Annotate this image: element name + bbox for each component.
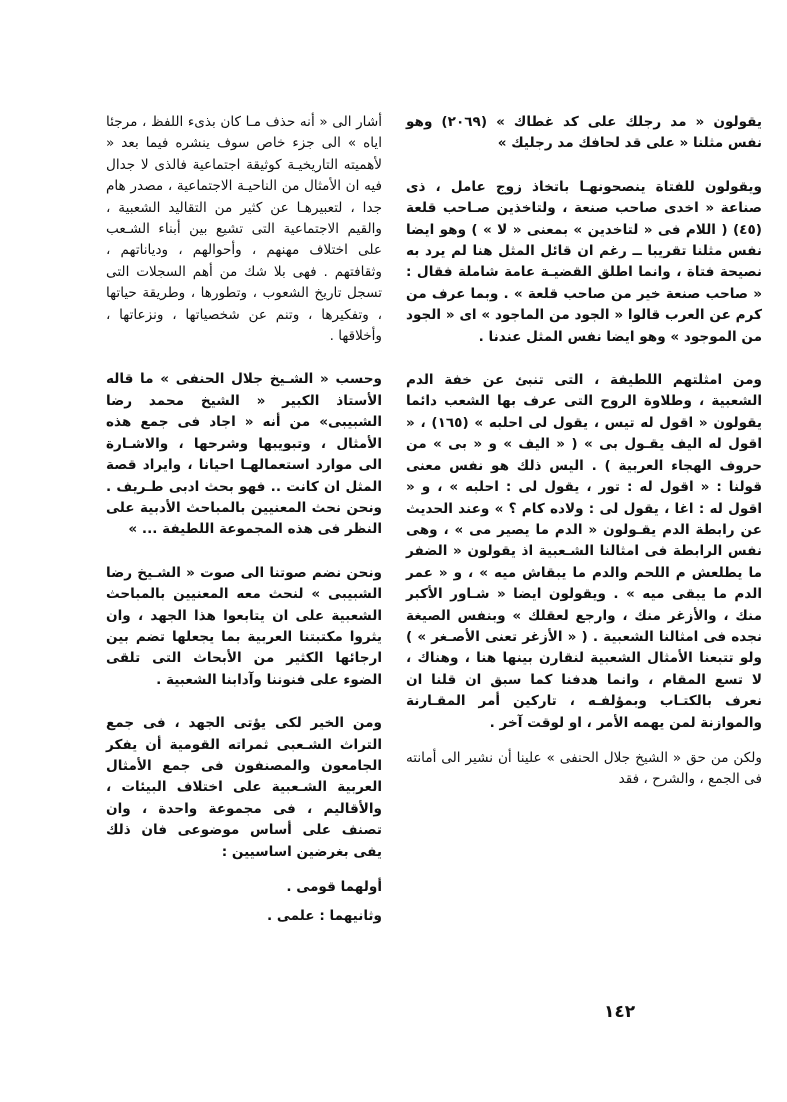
paragraph: يقولون « مد رجلك على كد غطاك » (٢٠٦٩) وهو نفس مثلنا « على قد لحافك مد رجليك » [406,114,763,152]
paragraph: ومن الخير لكى يؤتى الجهد ، فى جمع التراث الشـعبى ثمراته القومية أن يفكر الجامعون والمصنفون فى جمع الأمثال العربية الشـعبية على اختلاف البيئات ، والأقاليم ، فى مجموعة واحدة ، وان تصنف على أساس موضوعى فان ذلك يفى بغرضين اساسيين : [106,715,382,860]
paragraph: ومن امثلتهم اللطيفة ، التى تنبئ عن خفة الدم الشعبية ، وطلاوة الروح التى عرف بها الشعب دائما يقولون « اقول له تيس ، يقول لى احلبه » (١٦٥) ، « اقول له اليف يقـول بى » ( « اليف » و « بى » من حروف الهجاء العربية ) . اليس ذلك هو نفس معنى قولنا : « اقول له : تور ، يقول لى : احلبه » ، و « اقول له : اغا ، يقول لى : ولاده كام ؟ » وعند الحديث عن رابطة الدم يقـولون « الدم ما يصير مى » ، وهى نفس الرابطة فى امثالنا الشـعبية اذ يقولون « الضفر ما يطلعش م اللحم والدم ما يبقاش ميه » ، و « عمر الدم ما يبقى ميه » . ويقولون ايضا « شـاور الأكبر منك ، والأزغر منك ، وارجع لعقلك » وبنفس الصيغة نجده فى امثالنا الشعبية . ( « الأزغر تعنى الأصـغر » ) ولو تتبعنا الأمثال الشعبية لنقارن بينها هنا ، وهناك ، لا تسع المقام ، وانما هدفنا كما سبق ان قلنا ان نعرف بالكتـاب وبمؤلفـه ، تاركين أمر المقـارنة والموازنة لمن يهمه الأمر ، او لوقت آخر . [406,372,762,731]
right-column [406,112,762,813]
left-column [106,112,382,936]
page-number: ١٤٢ [604,1002,636,1022]
paragraph: أولهما قومى . [286,879,382,895]
paragraph: أشار الى « أنه حذف مـا كان بذىء اللفظ ، مرجئا اياه » الى جزء خاص سوف ينشره فيما بعد « لأهميته التاريخيـة كوثيقة اجتماعية فالذى لا جدال فيه ان الأمثال من الناحيـة الاجتماعية ، مصدر هام جدا ، لتعبيرهـا عن كثير من التقاليد الشعبية ، والقيم الاجتماعية التى تشيع بين أبناء الشـعب على اختلاف مهنهم ، وأحوالهم ، ودياناتهم ، وثقافتهم . فهى بلا شك من أهم السجلات التى تسجل تاريخ الشعوب ، وتطورها ، وطريقة حياتها ، وتفكيرها ، وتنم عن شخصياتها ، ونزعاتها ، وأخلاقها . [106,114,382,345]
paragraph: وثانيهما : علمى . [266,908,382,925]
paragraph: ولكن من حق « الشيخ جلال الحنفى » علينا أن نشير الى أمانته فى الجمع ، والشرح ، فقد [406,749,762,788]
paragraph: ونحن نضم صوتنا الى صوت « الشـيخ رضا الشبيبى » لنحث معه المعنيين بالمباحث الشعبية على ان يتابعوا هذا الجهد ، وان يثروا مكتبتنا العربية بما يجعلها تضم بين ارجائها الكثير من الأبحاث التى تلقى الضوء على فنوننا وآدابنا الشعبية . [106,564,382,688]
paragraph: وحسب « الشـيخ جلال الحنفى » ما قاله الأستاذ الكبير « الشيخ محمد رضا الشبيبى» من أنه « اجاد فى جمع هذه الأمثال ، وتبويبها وشرحها ، والاشـارة الى موارد استعمالهـا احيانا ، وايراد قصة المثل ان كانت .. فهو بحث ادبى طـريف . ونحن نحث المعنيين بالمباحث الأدبية على النظر فى هذه المجموعة اللطيفة ... » [106,371,382,538]
paragraph: ويقولون للفتاة ينصحونهـا باتخاذ زوج عامل ، ذى صناعة « اخدى صاحب صنعة ، ولتاخذين صـاحب قلعة (٤٥) ( اللام فى « لتاخدين » بمعنى « لا » ) وهو ايضا نفس مثلنا تقريبا ــ رغم ان قائل المثل هنا لم يرد به نصيحة فتاة ، وانما اطلق القضيـة عامة شاملة فقال : « صاحب صنعة خير من صاحب قلعة » . وبما عرف من كرم عن العرب قالوا « الجود من الماجود » اى « الجود من الموجود » وهو ايضا نفس المثل عندنا . [406,178,762,345]
